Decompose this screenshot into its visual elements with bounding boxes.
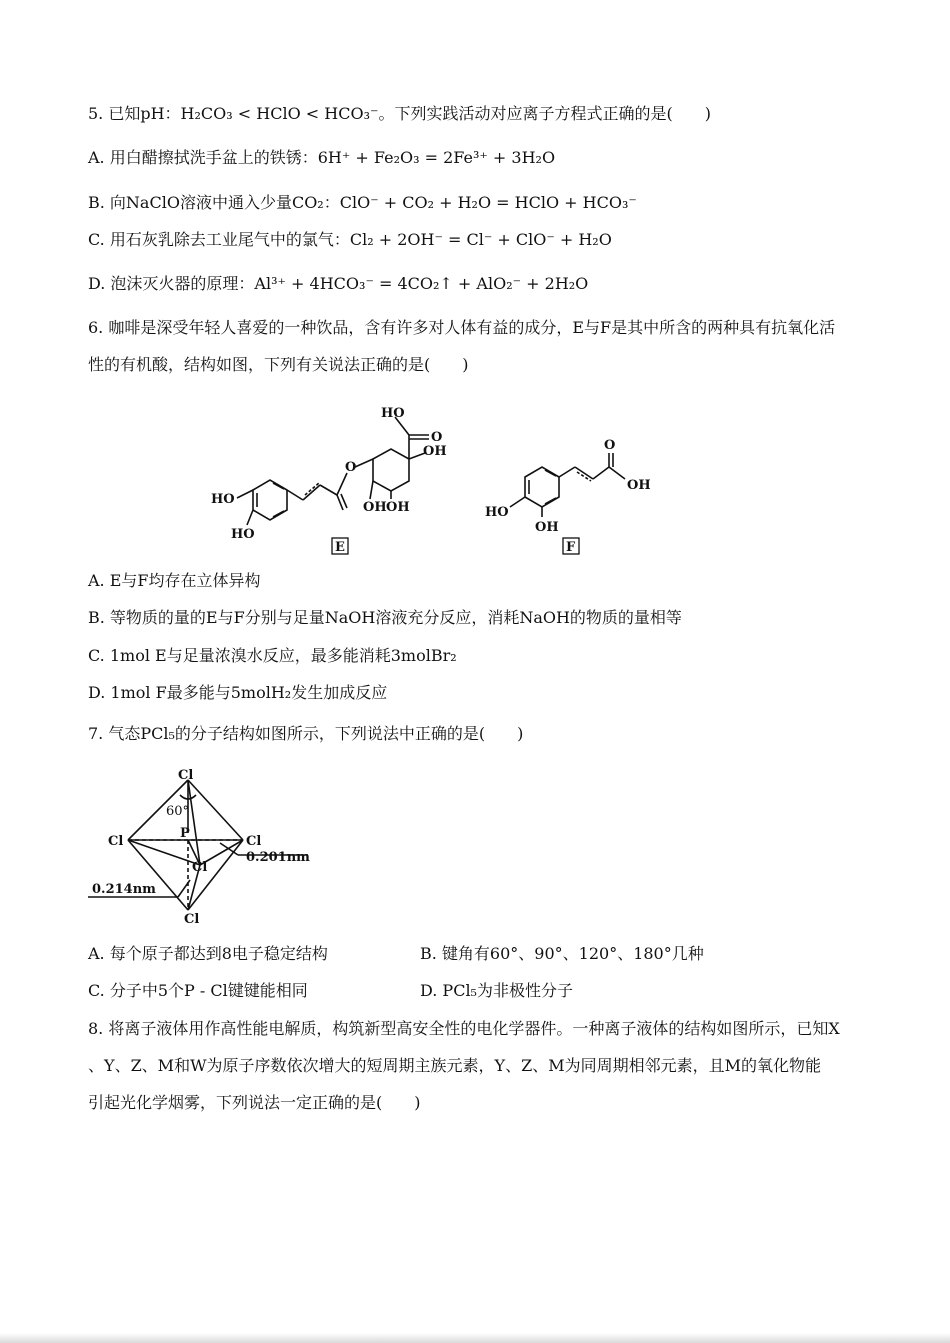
e-label: E [335,540,345,555]
f-oh: OH [627,478,651,493]
e-o-ester: O [345,460,357,475]
q7-option-b: B. 键角有60°、90°、120°、180°几种 [420,944,704,963]
e-ho-left: HO [211,492,235,507]
page-bottom-edge [0,1333,950,1343]
q6-stem-line1: 6. 咖啡是深受年轻人喜爱的一种饮品，含有许多对人体有益的成分，E与F是其中所含的两种具有抗氧化活 [88,318,836,337]
pcl5-cl-top: Cl [178,768,194,783]
q7-option-d: D. PCl₅为非极性分子 [420,981,573,1000]
q5-option-b: B. 向NaClO溶液中通入少量CO₂：ClO⁻ + CO₂ + H₂O = HClO + HCO₃⁻ [88,193,637,212]
q5-option-a: A. 用白醋擦拭洗手盆上的铁锈：6H⁺ + Fe₂O₃ = 2Fe³⁺ + 3H₂O [88,148,556,167]
q5-stem: 5. 已知pH：H₂CO₃ < HClO < HCO₃⁻。下列实践活动对应离子方程式正确的是( ) [88,104,711,123]
q8-stem-line2: 、Y、Z、M和W为原子序数依次增大的短周期主族元素，Y、Z、M为同周期相邻元素，且M的氧化物能 [88,1056,821,1075]
q6-stem-line2: 性的有机酸，结构如图，下列有关说法正确的是( ) [88,355,469,374]
q6-option-d: D. 1mol F最多能与5molH₂发生加成反应 [88,683,388,702]
q6-option-a: A. E与F均存在立体异构 [88,571,261,590]
pcl5-angle: 60° [166,804,190,819]
pcl5-len-ax: 0.214nm [92,882,156,897]
e-oh-bottom1: OH [363,500,387,515]
q7-option-c: C. 分子中5个P - Cl键键能相同 [88,981,308,1000]
pcl5-p: P [180,826,190,841]
q6-option-b: B. 等物质的量的E与F分别与足量NaOH溶液充分反应，消耗NaOH的物质的量相等 [88,608,682,627]
e-oh-ring: OH [423,444,447,459]
q8-stem-line1: 8. 将离子液体用作高性能电解质，构筑新型高安全性的电化学器件。一种离子液体的结构如图所示，已知X [88,1019,840,1038]
q7-stem: 7. 气态PCl₅的分子结构如图所示，下列说法中正确的是( ) [88,724,524,743]
q7-pcl5-figure [88,765,328,930]
e-carbonyl-o: O [431,430,443,445]
pcl5-cl-left: Cl [108,834,124,849]
pcl5-len-eq: 0.201nm [246,850,310,865]
q6-option-c: C. 1mol E与足量浓溴水反应，最多能消耗3molBr₂ [88,646,457,665]
q7-option-a: A. 每个原子都达到8电子稳定结构 [88,944,328,963]
q8-stem-line3: 引起光化学烟雾，下列说法一定正确的是( ) [88,1093,421,1112]
q5-option-c: C. 用石灰乳除去工业尾气中的氯气：Cl₂ + 2OH⁻ = Cl⁻ + ClO⁻ + H₂O [88,230,612,249]
e-oh-bottom2: OH [386,500,410,515]
f-o: O [604,438,616,453]
pcl5-cl-center: Cl [192,860,208,875]
q6-structure-figure [195,395,675,565]
e-ho-top: HO [381,406,405,421]
q5-option-d: D. 泡沫灭火器的原理：Al³⁺ + 4HCO₃⁻ = 4CO₂↑ + AlO₂⁻ + 2H₂O [88,274,589,293]
f-oh-lower: OH [535,520,559,535]
f-ho: HO [485,505,509,520]
pcl5-cl-right: Cl [246,834,262,849]
f-label: F [566,540,576,555]
e-ho-lower: HO [231,527,255,542]
pcl5-cl-bottom: Cl [184,912,200,927]
